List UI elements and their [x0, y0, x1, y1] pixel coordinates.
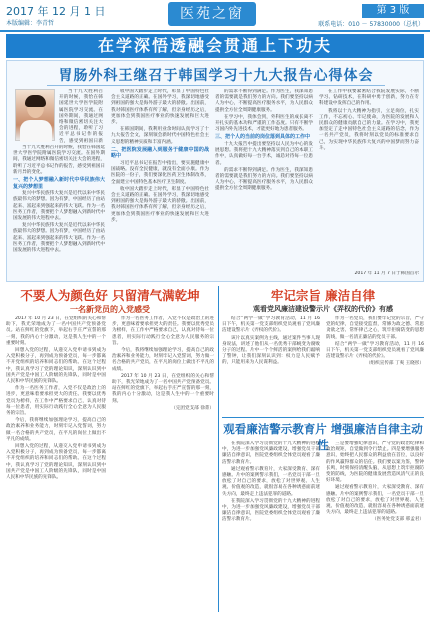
paragraph: 该片以真实案例为主线，通过案件当事人现身说法，讲述了他们从一名优秀干部蜕变为腐败分子的过程。片中一个个鲜活的案例给我们敲响了警钟，让我们深刻认识到：权力是人民赋予的，只能用来为人民谋利益。	[222, 335, 320, 366]
paragraph: 作为一名党员，我们要牢记党的宗旨，严守党的纪律，自觉接受监督，常修为政之德、常思贪欲之害、常怀律己之心，筑牢拒腐防变的思想防线，做一名清正廉洁的党员干部。	[326, 316, 424, 340]
paragraph: 2017 年 10 月 23 日，在党组织的关心和帮助下，我光荣地成为了一名中国共产党预备党员。站在鲜红的党旗下，举起右手庄严宣誓的那一刻，我的内心十分激动，这是我人生中的一个重要时刻。	[112, 373, 214, 404]
left-col2	[112, 316, 214, 608]
paragraph: 我将以十九大精神为指引，立足岗位，扎实工作，不忘初心、牢记使命，为医院的发展和人民群众的健康贡献自己的力量。在学习中，我更加坚定了走中国特色社会主义道路的信念，作为一名共产党员，我将时刻以党员的标准要求自己，为实现中华民族伟大复兴的中国梦而努力奋斗。	[319, 108, 419, 151]
top-signature	[319, 271, 419, 279]
column-logo: 医苑之窗	[168, 2, 256, 26]
paragraph: 今后，我将继续加强理论学习，提高自己的政治素养和业务能力，时刻牢记入党誓词，努力做一名合格的共产党员，在平凡的岗位上做出不平凡的成绩。	[6, 418, 106, 442]
paragraph: 在我院深入学习贯彻党的十九大精神的进程中，为进一步加强党风廉政建设，增强党员干部廉洁自律意识，医院党委组织全体党员观看了廉洁警示教育片。	[222, 441, 320, 465]
right-top-signature: （组织宣传部 丁爽 王晓彤）	[365, 361, 424, 367]
left-col1	[6, 316, 106, 608]
sub-heading: 三、把个人的当前的岗位落到具体的工作中	[215, 134, 311, 141]
paragraph: 在韩国期间，我利用业余时间认真学习了十九大报告全文，深刻领会新时代中国特色社会主义思想的精神实质和丰富内涵。	[111, 127, 209, 145]
right-bottom-col2	[326, 441, 424, 611]
right-bottom-article	[222, 421, 424, 612]
paragraph: 复兴中华民族伟大复兴是近代以来中华民族最伟大的梦想。因为有梦，中国经历了由站起来、富起来到强起来的伟大飞跃。作为一名医务工作者，我要把个人梦想融入到新时代中国发展的伟大进程中去。	[13, 191, 105, 222]
masthead	[0, 0, 430, 32]
right-bottom-signature: （医务处党支部 邢孟君）	[372, 517, 424, 523]
top-col1-head	[59, 89, 103, 143]
editor-line: 本版编辑：李青哲	[6, 20, 55, 27]
issue-date: 2017 年 12 月 1 日	[6, 5, 106, 18]
author-photo	[15, 89, 55, 141]
right-top-subtitle: 观看党风廉洁建设警示片《弄权的代价》有感	[253, 305, 393, 313]
right-bottom-title: 观看廉洁警示教育片 增强廉洁自律主动性	[223, 422, 423, 452]
sub-heading: 一、把个人梦想融入新时代中华民族伟大复兴的梦想里	[13, 177, 105, 190]
left-title: 不要人为颜色好 只留清气满乾坤	[20, 288, 200, 303]
paragraph: 在学习中，我体会到，外科医生的成长离不开扎实的基本功和严谨的工作态度。只有不断学习国内外先进技术，才能更好地为患者服务。	[215, 114, 313, 133]
paragraph: 当十九大胜利召开的时候，我恰在韩国延世大学医学院附属医院学习交流。在国外期间，我通过网络和微信密切关注大会的进程，聆听了习近平总书记作的报告，感受到祖国日新月异的变化。	[13, 145, 105, 175]
top-col3	[215, 89, 313, 279]
left-subtitle: 一名新党员的入党感受	[70, 305, 150, 314]
paragraph: 结合“两学一做”学习教育活动，11 月 16 日下午，机关第一党支部组织党员观看了党风廉洁建设警示片《弄权的代价》。	[222, 316, 320, 334]
paragraph: 在我院深入学习贯彻党的十九大精神的进程中，为进一步加强党风廉政建设，增强党员干部廉洁自律意识，医院党委组织全体党员观看了廉洁警示教育片。	[222, 498, 320, 523]
banner-text: 在学深悟透融会贯通上下功夫	[97, 36, 332, 55]
left-article	[6, 286, 214, 612]
right-top-title: 牢记宗旨 廉洁自律	[270, 288, 376, 303]
masthead-rule	[0, 30, 430, 32]
top-col1	[13, 145, 105, 279]
main-banner	[6, 34, 424, 58]
paragraph: 通过观看警示教育片，大家深受教育、深有感触。片中的案例警示我们，一名党员干部一旦放松了对自己的要求，放松了对世界观、人生观、价值观的改造，就很容易在各种诱惑面前迷失方向，最终走上违法犯罪的道路。	[222, 466, 320, 497]
right-top-col2	[326, 316, 424, 412]
top-headline: 胃肠外科王继召于韩国学习十九大报告心得体会	[58, 68, 374, 84]
right-top-article	[222, 286, 424, 414]
paragraph: 当十九大胜利召开的时候，我恰在韩国延世大学医学院附属医院学习交流。在国外期间，我通过网络和微信密切关注大会的进程，聆听了习近平总书记作的报告，感受到祖国日新	[59, 89, 103, 143]
left-signature: （完团党支部 徐菁）	[171, 405, 214, 411]
paragraph: 回想入党的过程，从递交入党申请书到成为入党积极分子，再到成为预备党员，每一步都离不开党组织的培养和同志们的帮助。在这个过程中，我认真学习了党的理论知识，深刻认识到中国共产党是中国工人阶级的先锋队，同时是中国人民和中华民族的先锋队。	[6, 444, 106, 481]
paragraph: 的需求不断得到满足。作为医生，我深知患者的需要就是我们努力的方向。我们要坚持以病人为中心，不断提高医疗服务水平，为人民群众提供全方位全周期健康服务。	[215, 89, 313, 113]
paragraph: 复兴中华民族伟大复兴是近代以来中华民族最伟大的梦想。因为有梦，中国经历了由站起来、富起来到强起来的伟大飞跃。作为一名医务工作者，我要把个人梦想融入到新时代中国发展的伟大进程中去。	[13, 223, 105, 254]
paragraph: 十九大报告中提出要坚持以人民为中心的发展思想。我将把十九大精神落实到自己的本职工作中，认真做好每一台手术，诚恳对待每一位患者。	[215, 142, 313, 166]
paragraph: 三是要增强纪律意识，严守党的政治纪律和政治规矩，自觉做到令行禁止。四是要增强服务意识，始终把人民群众的利益放在首位，以良好的作风赢得群众的信任。我们要以案为鉴，警钟长鸣，时刻保持清醒头脑，从思想上筑牢拒腐防变的防线，为医院的健康发展营造风清气正的良好环境。	[326, 441, 424, 484]
top-col4	[319, 89, 419, 269]
paragraph: 今后，我将继续加强理论学习，提高自己的政治素养和业务能力，时刻牢记入党誓词，努力做一名合格的共产党员，在平凡的岗位上做出不平凡的成绩。	[112, 348, 214, 372]
top-article	[6, 60, 424, 282]
paragraph: 结合“两学一做”学习教育活动，11 月 16 日下午，机关第一党支部组织党员观看了党风廉洁建设警示片《弄权的代价》。	[326, 341, 424, 360]
paragraph: 收中国大踏步走上时代，彰显了中国特色社会主义道路的正确。在国外学习，我深切地感受到祖国的强大是海外游子最大的骄傲。出国前，我对韩国医疗体系有所了解，但亲身经历之后，更加体会到我国医疗事业的快速发展和巨大进步。	[111, 186, 209, 223]
section-divider	[222, 417, 424, 418]
contact-phone: 联系电话：010 － 57830000（总机）	[318, 21, 424, 28]
sub-heading: 二、把医院发展融入到服务于健康中国的战略中	[111, 146, 209, 160]
right-top-col1	[222, 316, 320, 412]
paragraph: 习近平总书记在报告中指出，要实施健康中国战略。没有全民健康，就没有全面小康。作为医院的一份子，我们要深化医药卫生体制改革，全面建立中国特色基本医疗卫生制度。	[111, 161, 209, 185]
paragraph: 作为一名医务工作者，入党不仅是政治上的进步，更意味着要承担更大的责任。我要以优秀党员为榜样，在工作中严格要求自己，认真对待每一位患者，用实际行动践行全心全意为人民服务的宗旨。	[6, 386, 106, 417]
paragraph: 2017 年 10 月 23 日，在党组织的关心和帮助下，我光荣地成为了一名中国共产党预备党员。站在鲜红的党旗下，举起右手庄严宣誓的那一刻，我的内心十分激动，这是我人生中的一个重要时刻。	[6, 316, 106, 346]
page-number: 第 3 版	[362, 4, 424, 18]
right-bottom-col1	[222, 441, 320, 611]
paragraph: 的需求不断得到满足。作为医生，我深知患者的需要就是我们努力的方向。我们要坚持以病人为中心，不断提高医疗服务水平，为人民群众提供全方位全周期健康服务。	[215, 167, 313, 192]
headline-divider	[47, 85, 385, 86]
paragraph: 在工作中我要紧密结合我院发展实际，不断学习、钻研技术，在科研中勇于创新，努力在专科建设中发挥自己的作用。	[319, 89, 419, 107]
paragraph: 收中国大踏步走上时代，彰显了中国特色社会主义道路的正确。在国外学习，我深切地感受到祖国的强大是海外游子最大的骄傲。出国前，我对韩国医疗体系有所了解，但亲身经历之后，更加体会到我国医疗事业的快速发展和巨大进步。	[111, 89, 209, 126]
top-col2	[111, 89, 209, 279]
paragraph: 回想入党的过程，从递交入党申请书到成为入党积极分子，再到成为预备党员，每一步都离不开党组织的培养和同志们的帮助。在这个过程中，我认真学习了党的理论知识，深刻认识到中国共产党是中国工人阶级的先锋队，同时是中国人民和中华民族的先锋队。	[6, 348, 106, 385]
column-divider	[218, 286, 219, 612]
signature: 2017 年 11 月 7 日于韩国首尔	[354, 271, 419, 276]
paragraph: 作为一名医务工作者，入党不仅是政治上的进步，更意味着要承担更大的责任。我要以优秀党员为榜样，在工作中严格要求自己，认真对待每一位患者，用实际行动践行全心全意为人民服务的宗旨。	[112, 316, 214, 346]
paragraph: 通过观看警示教育片，大家深受教育、深有感触。片中的案例警示我们，一名党员干部一旦放松了对自己的要求，放松了对世界观、人生观、价值观的改造，就很容易在各种诱惑面前迷失方向，最终走上违法犯罪的道路。	[326, 485, 424, 516]
